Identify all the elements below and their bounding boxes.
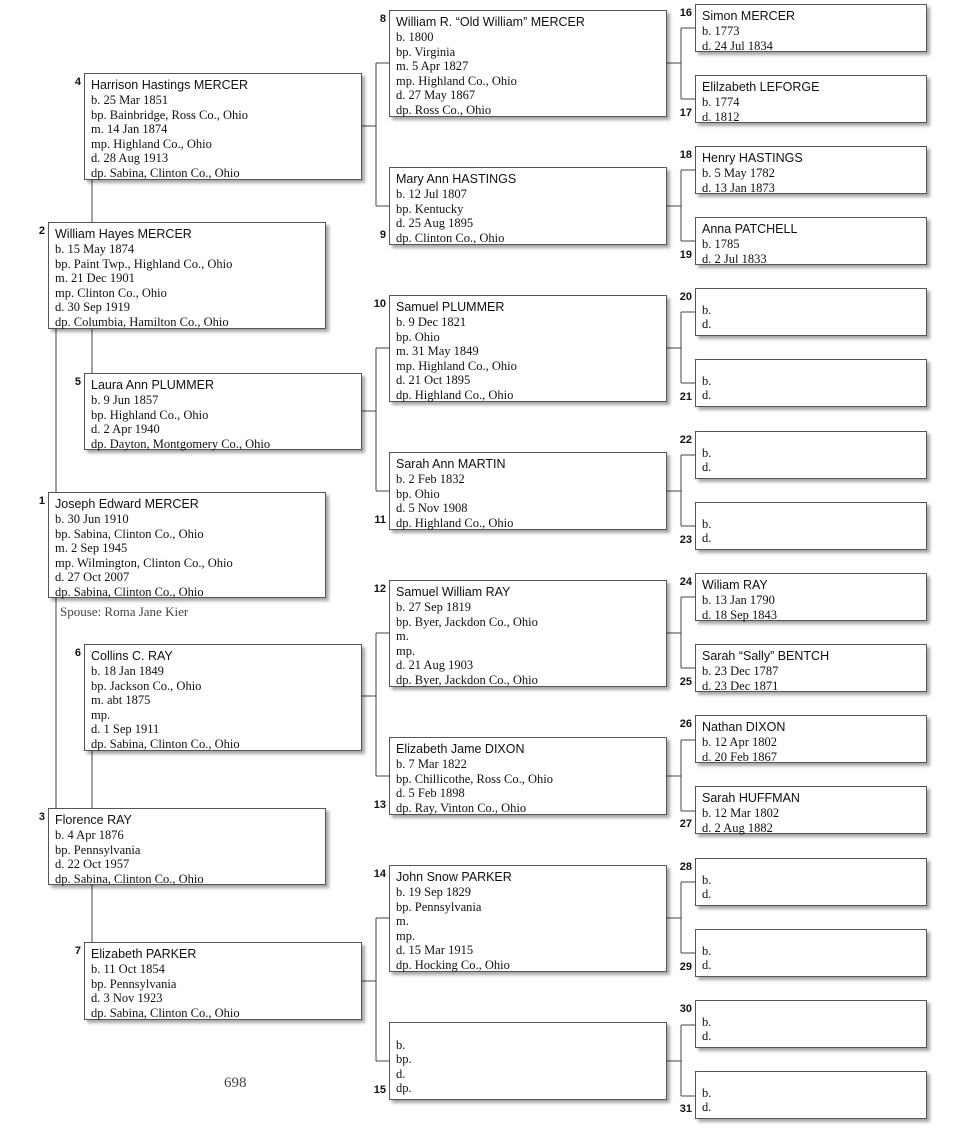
person-detail: mp. Clinton Co., Ohio: [55, 285, 167, 300]
person-detail: b. 30 Jun 1910: [55, 512, 129, 526]
person-detail: d. 2 Aug 1882: [702, 820, 773, 835]
person-detail: d. 22 Oct 1957: [55, 857, 130, 872]
person-detail: d.: [702, 887, 712, 902]
person-detail: d. 3 Nov 1923: [91, 991, 163, 1006]
person-box-19: [695, 217, 927, 265]
person-name: Mary Ann HASTINGS: [396, 172, 517, 186]
person-box-7: [84, 942, 362, 1020]
person-detail: d.: [702, 460, 712, 475]
person-detail: b.: [702, 1085, 712, 1100]
person-name: William R. “Old William” MERCER: [396, 15, 585, 29]
person-detail: d.: [396, 1066, 406, 1081]
person-number-1: 1: [38, 495, 45, 507]
person-number-19: 19: [679, 249, 692, 261]
person-box-15: [389, 1022, 667, 1100]
person-detail: b. 13 Jan 1790: [702, 593, 775, 607]
person-detail: m. 21 Dec 1901: [55, 271, 135, 286]
person-detail: b. 23 Dec 1787: [702, 664, 779, 678]
person-detail: d.: [702, 531, 712, 546]
person-box-31: [695, 1071, 927, 1119]
person-name: John Snow PARKER: [396, 870, 512, 884]
person-number-15: 15: [373, 1084, 386, 1096]
person-name: Sarah “Sally” BENTCH: [702, 649, 830, 663]
person-name: Sarah HUFFMAN: [702, 791, 800, 805]
person-detail: d. 28 Aug 1913: [91, 151, 169, 166]
person-box-25: [695, 644, 927, 692]
person-detail: bp. Ohio: [396, 486, 440, 501]
person-detail: b. 12 Mar 1802: [702, 806, 780, 820]
person-detail: d.: [702, 958, 712, 973]
person-number-29: 29: [679, 961, 692, 973]
person-detail: bp. Pennsylvania: [55, 842, 141, 857]
person-detail: bp. Sabina, Clinton Co., Ohio: [55, 526, 204, 541]
person-detail: b. 27 Sep 1819: [396, 600, 471, 614]
person-box-30: [695, 1000, 927, 1048]
person-name: Nathan DIXON: [702, 720, 786, 734]
person-number-13: 13: [373, 799, 386, 811]
person-name: Henry HASTINGS: [702, 151, 803, 165]
person-detail: m.: [396, 914, 409, 929]
person-box-22: [695, 431, 927, 479]
person-number-31: 31: [679, 1103, 692, 1115]
person-detail: b.: [702, 872, 712, 887]
person-detail: m. abt 1875: [91, 693, 151, 708]
person-box-21: [695, 359, 927, 407]
person-box-17: [695, 75, 927, 123]
person-number-10: 10: [373, 298, 386, 310]
person-box-9: [389, 167, 667, 245]
person-detail: d. 5 Nov 1908: [396, 501, 468, 516]
person-detail: d. 20 Feb 1867: [702, 749, 777, 764]
person-detail: d. 24 Jul 1834: [702, 38, 773, 53]
person-detail: b. 15 May 1874: [55, 242, 135, 256]
person-detail: bp. Byer, Jackdon Co., Ohio: [396, 614, 538, 629]
person-detail: d. 2 Apr 1940: [91, 422, 160, 437]
person-detail: b. 1800: [396, 30, 434, 44]
person-name: William Hayes MERCER: [55, 227, 192, 241]
person-detail: d. 21 Aug 1903: [396, 658, 474, 673]
person-detail: d. 13 Jan 1873: [702, 180, 775, 195]
person-detail: d. 18 Sep 1843: [702, 607, 777, 622]
person-number-12: 12: [373, 583, 386, 595]
person-detail: d. 30 Sep 1919: [55, 300, 130, 315]
person-detail: dp. Byer, Jackdon Co., Ohio: [396, 672, 538, 687]
person-detail: dp. Columbia, Hamilton Co., Ohio: [55, 314, 229, 329]
person-detail: m. 14 Jan 1874: [91, 122, 168, 137]
person-detail: b. 5 May 1782: [702, 166, 775, 180]
person-number-5: 5: [74, 376, 81, 388]
person-number-7: 7: [74, 945, 81, 957]
person-detail: d. 27 Oct 2007: [55, 570, 130, 585]
person-detail: mp. Highland Co., Ohio: [396, 73, 517, 88]
person-detail: b. 12 Jul 1807: [396, 187, 467, 201]
person-number-26: 26: [679, 718, 692, 730]
person-number-30: 30: [679, 1003, 692, 1015]
person-detail: d.: [702, 317, 712, 332]
person-detail: b. 9 Dec 1821: [396, 315, 467, 329]
person-detail: bp. Paint Twp., Highland Co., Ohio: [55, 256, 233, 271]
person-name: Laura Ann PLUMMER: [91, 378, 214, 392]
person-detail: dp. Sabina, Clinton Co., Ohio: [91, 165, 240, 180]
person-number-20: 20: [679, 291, 692, 303]
person-box-1: [48, 492, 326, 598]
person-detail: d. 23 Dec 1871: [702, 678, 779, 693]
person-box-3: [48, 808, 326, 885]
person-box-10: [389, 295, 667, 402]
person-detail: dp. Sabina, Clinton Co., Ohio: [55, 584, 204, 599]
person-number-17: 17: [679, 107, 692, 119]
person-detail: b.: [396, 1037, 406, 1052]
person-detail: d. 21 Oct 1895: [396, 373, 471, 388]
person-detail: b.: [702, 445, 712, 460]
person-detail: bp. Virginia: [396, 44, 456, 59]
person-detail: m. 5 Apr 1827: [396, 59, 469, 74]
person-box-23: [695, 502, 927, 550]
person-detail: b. 12 Apr 1802: [702, 735, 777, 749]
person-detail: m. 31 May 1849: [396, 344, 479, 359]
person-detail: mp. Highland Co., Ohio: [396, 358, 517, 373]
person-box-14: [389, 865, 667, 972]
person-name: Anna PATCHELL: [702, 222, 798, 236]
person-number-11: 11: [374, 514, 386, 526]
person-box-20: [695, 288, 927, 336]
person-detail: b. 1773: [702, 24, 740, 38]
person-name: Florence RAY: [55, 813, 132, 827]
person-number-27: 27: [679, 818, 692, 830]
person-detail: b. 19 Sep 1829: [396, 885, 471, 899]
person-detail: d.: [702, 388, 712, 403]
person-number-24: 24: [679, 576, 692, 588]
person-name: Samuel PLUMMER: [396, 300, 505, 314]
person-detail: mp.: [396, 643, 416, 658]
person-detail: b.: [702, 943, 712, 958]
person-detail: d. 15 Mar 1915: [396, 943, 474, 958]
person-detail: dp. Dayton, Montgomery Co., Ohio: [91, 436, 271, 451]
person-detail: bp. Ohio: [396, 329, 440, 344]
person-box-5: [84, 373, 362, 450]
person-detail: dp. Ross Co., Ohio: [396, 102, 492, 117]
person-box-4: [84, 73, 362, 180]
person-detail: mp.: [91, 707, 111, 722]
person-name: Sarah Ann MARTIN: [396, 457, 506, 471]
person-detail: b. 2 Feb 1832: [396, 472, 465, 486]
person-detail: b.: [702, 373, 712, 388]
person-number-2: 2: [38, 225, 45, 237]
person-detail: dp. Sabina, Clinton Co., Ohio: [91, 736, 240, 751]
person-detail: dp. Clinton Co., Ohio: [396, 230, 505, 245]
person-detail: b. 11 Oct 1854: [91, 962, 165, 976]
person-number-23: 23: [679, 534, 692, 546]
person-name: Collins C. RAY: [91, 649, 173, 663]
person-box-13: [389, 737, 667, 815]
person-detail: b. 1785: [702, 237, 740, 251]
person-name: Harrison Hastings MERCER: [91, 78, 248, 92]
person-detail: bp. Highland Co., Ohio: [91, 407, 209, 422]
person-box-8: [389, 10, 667, 117]
person-number-25: 25: [679, 676, 692, 688]
person-detail: bp.: [396, 1052, 412, 1067]
person-detail: dp. Ray, Vinton Co., Ohio: [396, 800, 527, 815]
spouse-line: Spouse: Roma Jane Kier: [60, 604, 189, 619]
person-detail: bp. Pennsylvania: [91, 976, 177, 991]
person-detail: b. 1774: [702, 95, 740, 109]
person-name: Elilzabeth LEFORGE: [702, 80, 820, 94]
person-name: Elizabeth Jame DIXON: [396, 742, 525, 756]
person-detail: b. 25 Mar 1851: [91, 93, 169, 107]
person-detail: d. 1812: [702, 109, 740, 124]
person-box-24: [695, 573, 927, 621]
person-detail: bp. Chillicothe, Ross Co., Ohio: [396, 771, 553, 786]
person-detail: dp.: [396, 1081, 412, 1096]
person-number-18: 18: [679, 149, 692, 161]
person-box-18: [695, 146, 927, 194]
person-detail: d. 25 Aug 1895: [396, 216, 474, 231]
person-number-4: 4: [74, 76, 81, 88]
person-number-6: 6: [74, 647, 81, 659]
person-detail: d.: [702, 1100, 712, 1115]
person-name: Wiliam RAY: [702, 578, 768, 592]
person-detail: mp. Highland Co., Ohio: [91, 136, 212, 151]
person-box-26: [695, 715, 927, 763]
person-box-28: [695, 858, 927, 906]
person-name: Samuel William RAY: [396, 585, 511, 599]
person-detail: bp. Bainbridge, Ross Co., Ohio: [91, 107, 248, 122]
person-detail: d.: [702, 1029, 712, 1044]
person-number-9: 9: [379, 229, 386, 241]
person-box-27: [695, 786, 927, 834]
person-detail: bp. Kentucky: [396, 201, 464, 216]
person-detail: d. 2 Jul 1833: [702, 251, 767, 266]
person-detail: mp. Wilmington, Clinton Co., Ohio: [55, 555, 233, 570]
person-detail: b. 18 Jan 1849: [91, 664, 164, 678]
person-number-3: 3: [38, 811, 45, 823]
person-box-16: [695, 4, 927, 52]
person-box-11: [389, 452, 667, 530]
page-number: 698: [224, 1075, 247, 1091]
person-box-6: [84, 644, 362, 751]
person-box-2: [48, 222, 326, 329]
person-detail: b.: [702, 302, 712, 317]
person-detail: bp. Jackson Co., Ohio: [91, 678, 202, 693]
person-detail: dp. Highland Co., Ohio: [396, 387, 514, 402]
person-detail: dp. Highland Co., Ohio: [396, 515, 514, 530]
person-name: Joseph Edward MERCER: [55, 497, 199, 511]
person-name: Simon MERCER: [702, 9, 796, 23]
person-detail: b. 7 Mar 1822: [396, 757, 467, 771]
person-number-22: 22: [679, 434, 692, 446]
person-number-14: 14: [373, 868, 386, 880]
person-detail: d. 1 Sep 1911: [91, 722, 160, 737]
person-detail: d. 27 May 1867: [396, 88, 476, 103]
person-detail: bp. Pennsylvania: [396, 899, 482, 914]
person-name: Elizabeth PARKER: [91, 947, 197, 961]
person-detail: b. 9 Jun 1857: [91, 393, 159, 407]
person-detail: mp.: [396, 928, 416, 943]
person-box-29: [695, 929, 927, 977]
person-detail: b.: [702, 1014, 712, 1029]
person-box-12: [389, 580, 667, 687]
person-number-28: 28: [679, 861, 692, 873]
person-detail: m. 2 Sep 1945: [55, 541, 128, 556]
person-detail: d. 5 Feb 1898: [396, 786, 465, 801]
person-detail: dp. Hocking Co., Ohio: [396, 957, 510, 972]
person-number-16: 16: [679, 7, 692, 19]
person-number-8: 8: [379, 13, 386, 25]
person-number-21: 21: [679, 391, 692, 403]
person-detail: dp. Sabina, Clinton Co., Ohio: [55, 871, 204, 886]
person-detail: dp. Sabina, Clinton Co., Ohio: [91, 1005, 240, 1020]
person-detail: b. 4 Apr 1876: [55, 828, 124, 842]
person-detail: b.: [702, 516, 712, 531]
person-detail: m.: [396, 629, 409, 644]
